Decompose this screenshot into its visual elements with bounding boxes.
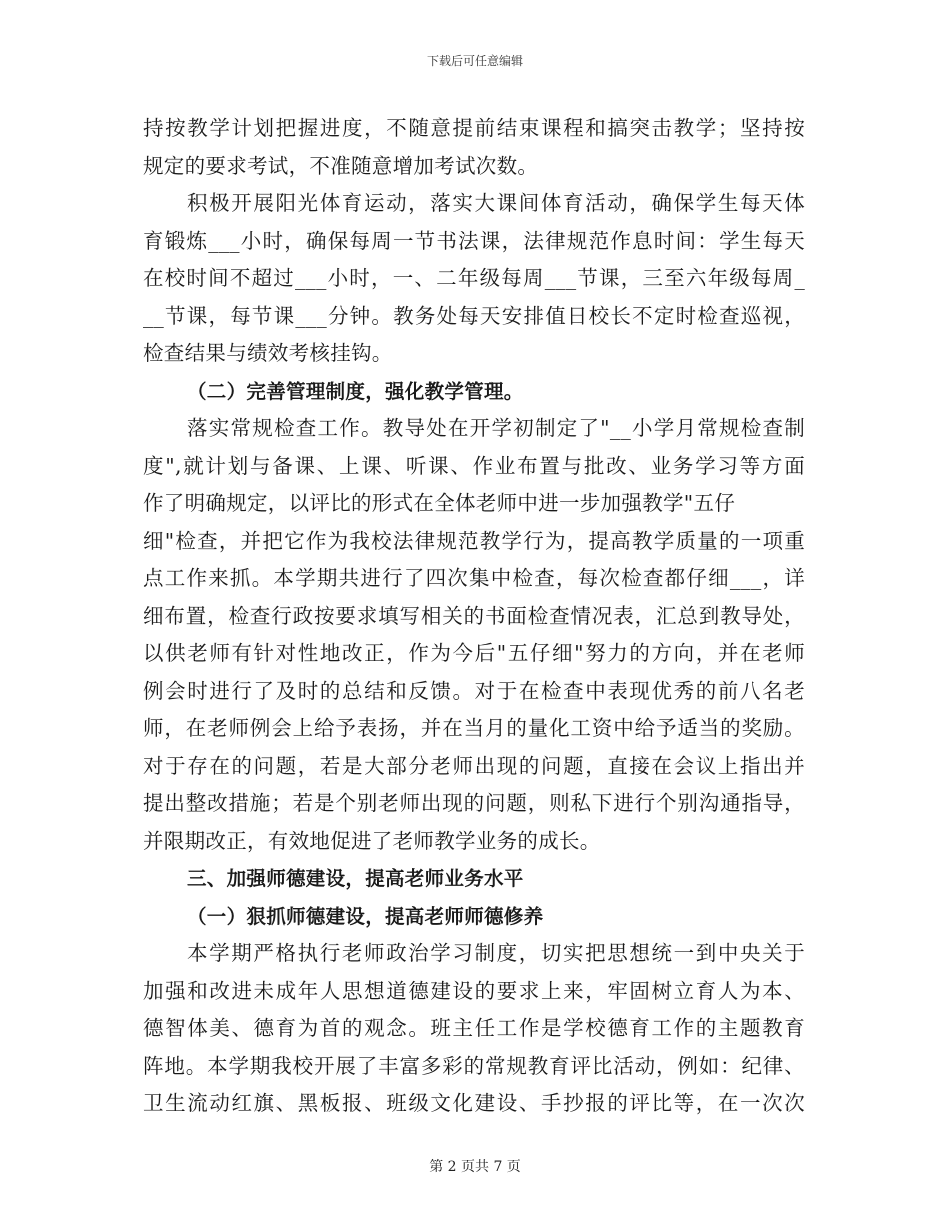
text-line: 提出整改措施；若是个别老师出现的问题，则私下进行个别沟通指导， [143, 791, 805, 815]
text-line: 加强和改进未成年人思想道德建设的要求上来，牢固树立育人为本、 [143, 978, 805, 1003]
text-line: 点工作来抓。本学期共进行了四次集中检查，每次检查都仔细___，详 [143, 566, 805, 590]
text-line: 作了明确规定，以评比的形式在全体老师中进一步加强教学"五仔 [143, 491, 736, 515]
text-line: 对于存在的问题，若是大部分老师出现的问题，直接在会议上指出并 [143, 753, 805, 778]
text-line: 规定的要求考试，不准随意增加考试次数。 [143, 153, 539, 178]
text-line: 阵地。本学期我校开展了丰富多彩的常规教育评比活动，例如：纪律、 [143, 1053, 805, 1078]
text-line: 本学期严格执行老师政治学习制度，切实把思想统一到中央关于 [187, 941, 805, 965]
text-line: 卫生流动红旗、黑板报、班级文化建设、手抄报的评比等，在一次次 [143, 1091, 805, 1115]
text-line: 持按教学计划把握进度，不随意提前结束课程和搞突击教学；坚持按 [143, 116, 805, 140]
text-line: 师，在老师例会上给予表扬，并在当月的量化工资中给予适当的奖励。 [143, 716, 805, 740]
text-line: 在校时间不超过___小时，一、二年级每周___节课，三至六年级每周_ [143, 266, 805, 290]
text-line: 育锻炼___小时，确保每周一节书法课，法律规范作息时间：学生每天 [143, 228, 805, 253]
text-line: 例会时进行了及时的总结和反馈。对于在检查中表现优秀的前八名老 [143, 678, 805, 703]
text-line: 度",就计划与备课、上课、听课、作业布置与批改、业务学习等方面 [143, 453, 805, 478]
page-footer: 第 2 页共 7 页 [429, 1159, 521, 1175]
text-line: 细布置，检查行政按要求填写相关的书面检查情况表，汇总到教导处， [143, 603, 805, 628]
text-line: 检查结果与绩效考核挂钩。 [143, 341, 393, 365]
section-heading: （一）狠抓师德建设，提高老师师德修养 [187, 904, 544, 928]
text-line: 细"检查，并把它作为我校法律规范教学行为，提高教学质量的一项重 [143, 528, 805, 553]
section-heading: （二）完善管理制度，强化教学管理。 [187, 379, 524, 403]
page-header: 下载后可任意编辑 [426, 54, 523, 68]
section-heading: 三、加强师德建设，提高老师业务水平 [187, 867, 524, 890]
text-line: 以供老师有针对性地改正，作为今后"五仔细"努力的方向，并在老师 [143, 641, 805, 665]
document-body [143, 110, 805, 1123]
text-line: 积极开展阳光体育运动，落实大课间体育活动，确保学生每天体 [187, 191, 805, 215]
text-line: __节课，每节课___分钟。教务处每天安排值日校长不定时检查巡视， [143, 303, 805, 328]
text-line: 德智体美、德育为首的观念。班主任工作是学校德育工作的主题教育 [143, 1016, 805, 1040]
text-line: 落实常规检查工作。教导处在开学初制定了"__小学月常规检查制 [187, 416, 805, 440]
text-line: 并限期改正，有效地促进了老师教学业务的成长。 [143, 828, 601, 853]
